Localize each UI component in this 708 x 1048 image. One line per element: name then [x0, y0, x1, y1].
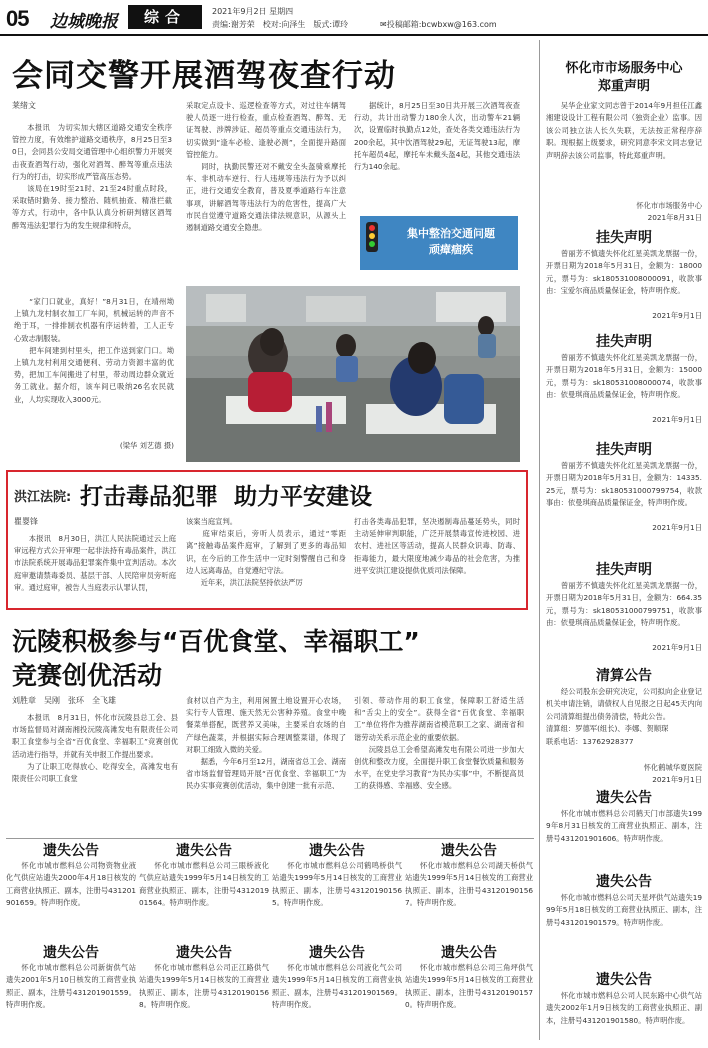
- notice-title: 遗失公告: [441, 945, 497, 961]
- qingsuan-date: 2021年9月1日: [652, 775, 702, 785]
- guashi-body: 曾丽芳不慎遗失怀化红星美凯龙票据一份，开票日期为2018年5月31日，金额为：14335.25元，票号为：sk180531000799754，收款事由：依曼琪商品质量保证金，特声明作废。: [546, 461, 702, 508]
- guashi-title: 挂失声明: [596, 442, 652, 458]
- notice-title: 遗失公告: [441, 843, 497, 859]
- traffic-banner: [360, 216, 518, 270]
- qingsuan-title: 清算公告: [596, 668, 652, 684]
- article2-headline: 打击毒品犯罪 助力平安建设: [80, 484, 373, 510]
- zhongxin-body: 吴华企业家文同志曾于2014年9月担任江鑫湘建设设计工程有限公司（独资企业）监事。因该公司独立法人长久失联，无法按正常程序辞职。现根据上级要求，研究同意李宋文同志登记声明辞去该公司监事，特此郑重声明。: [546, 101, 702, 160]
- right-column: [546, 60, 702, 1044]
- bottom-notices-rule: [6, 838, 534, 839]
- guashi-notice: [546, 228, 702, 322]
- yishi-body: 怀化市城市燃料总公司天星坪供气站遗失1999年5月18日核发的工商营业执照正、副本，注册号431201901579。特声明作废。: [546, 893, 702, 927]
- photo-credit: (梁华 刘艺德 摄): [119, 441, 174, 450]
- bottom-notice: [139, 842, 269, 938]
- notice-title: 遗失公告: [43, 843, 99, 859]
- factory-workers-photo: [186, 286, 520, 462]
- article2-kicker: 洪江法院:: [14, 490, 72, 505]
- article1-col1: 本报讯 为切实加大辖区道路交通安全秩序管控力度，有效维护道路交通秩序，8月25日至30日，会同县公安局交通管理中心组织警力开展突击夜查酒驾行动，强化对酒驾、醉驾等重点违法行为的打击，切实形成严管高压态势。 该局在19时至21时、21至24时重点时段，采取错时勤务、接力整治、随机抽查、精准拦截等方式，行动中，各中队认真分析研判辖区酒驾醉驾违法犯罪行为的发生规律和特点，: [12, 123, 172, 230]
- yishi-notice: [546, 872, 702, 942]
- guashi-notice: [546, 440, 702, 534]
- yishi-title: 遗失公告: [596, 972, 652, 988]
- notice-title: 遗失公告: [176, 843, 232, 859]
- qingsuan-notice: [546, 666, 702, 787]
- qingsuan-body: 经公司股东会研究决定，公司拟向企业登记机关申请注销，请债权人自见报之日起45天内向公司清算组提出债务清偿，特此公告。 清算组：罗德军(组长)、李娜、贺顺琛 联系电话：13762928377: [546, 687, 702, 746]
- bottom-notice: [6, 944, 136, 1040]
- photo-caption: “家门口就业，真好！”8月31日，在靖州坳上镇九龙村制衣加工厂车间，机械运转的声音不绝于耳，一排排制衣机器有序运转着，工人正专心致志制服装。 把车间建到村里头，把工作送到家门口。坳上镇九龙村利用交通便利、劳动力资源丰富的优势，把加工车间搬进了村里，带动周边群众就近务工就业。据介绍，该车间已吸纳26名农民就业，人均实现收入3000元。: [14, 297, 174, 404]
- article3-byline: 刘胜章 吴刚 张环 全飞雄: [12, 696, 116, 705]
- guashi-notice: [546, 332, 702, 426]
- page-number: 05: [6, 6, 29, 31]
- bottom-notices: [6, 842, 534, 1042]
- section-label: 综合: [128, 5, 202, 29]
- article3-col2: 食材以自产为主，利用闲置土地设置开心农场，实行专人管理、施天然无公害种养殖。食堂中晚餐菜单搭配，既营养又美味，主要采自农场的自产绿色蔬菜，并根据实际合理调整菜谱，体现了对职工细致入微的关爱。 据悉，今年6月至12月，湖南省总工会、湖南省市场监督管理局开展“百优食堂、幸福职工”为民办实事竞赛创优活动，集中创建一批有示范、: [186, 696, 346, 791]
- notice-title: 遗失公告: [309, 843, 365, 859]
- bottom-notice: [272, 842, 402, 938]
- bottom-notice: [6, 842, 136, 938]
- guashi-body: 曾丽芳不慎遗失怀化红星美凯龙票据一份，开票日期为2018年5月31日，金额为：15000元，票号为：sk180531008000074，收款事由：依曼琪商品质量保证金，特声明作废。: [546, 353, 702, 400]
- article1-headline: 会同交警开展酒驾夜查行动: [12, 58, 396, 94]
- zhongxin-sign: 怀化市市场服务中心: [636, 201, 702, 210]
- article2-byline: 瞿婴锋: [14, 517, 38, 526]
- notice-title: 遗失公告: [43, 945, 99, 961]
- notice-body: 怀化市城市燃料总公司三角坪供气站遗失1999年5月14日核发的工商营业执照正、副本，注册号431201901570。特声明作废。: [405, 963, 533, 1009]
- yishi-title: 遗失公告: [596, 874, 652, 890]
- notice-body: 怀化市城市燃料总公司鹤鸣桥供气站遗失1999年5月14日核发的工商营业执照正、副本，注册号431201901565。特声明作废。: [272, 861, 402, 907]
- bottom-notice: [139, 944, 269, 1040]
- guashi-title: 挂失声明: [596, 562, 652, 578]
- guashi-body: 曾丽芳不慎遗失怀化红星美凯龙票据一份，开票日期为2018年5月31日，金额为：18000元，票号为：sk180531008000091，收款事由：宝爱尔商品质量保证金，特声明作废。: [546, 249, 702, 296]
- guashi-date: 2021年9月1日: [652, 523, 702, 532]
- notice-body: 怀化市城市燃料总公司物资物业液化气供应站遗失2000年4月18日核发的工商营业执照正、副本，注册号431201901659。特声明作废。: [6, 861, 136, 907]
- main-right-divider: [539, 40, 540, 1040]
- guashi-body: 曾丽芳不慎遗失怀化红星美凯龙票据一份，开票日期为2018年5月31日，金额为：664.35元，票号为：sk180531000799751，收款事由：依曼琪商品质量保证金，特声明作废。: [546, 581, 702, 628]
- zhongxin-title2: 郑重声明: [597, 79, 650, 94]
- article1-byline: 莱绪文: [12, 101, 36, 110]
- traffic-light-icon: [366, 222, 378, 252]
- article1-col2: 采取定点设卡、巡逻检查等方式，对过往车辆驾驶人员逐一进行检查，重点检查酒驾、醉驾、无证驾驶、涉牌涉证、超员等重点交通违法行为，切实做到“逢车必检、逢驶必测”，全面提升路面管控能力。 同时，执勤民警还对不戴安全头盔骑乘摩托车、非机动车逆行、行人违规等违法行为予以纠正，进行交通安全教育，普及夏季道路行车注意事项，讲解酒驾等违法行为的危害性，提高广大市民自觉遵守道路交通法律法规意识，从源头上遏制道路交通安全隐患。: [186, 101, 346, 233]
- article2-col3: 打击各类毒品犯罪，坚决遏制毒品蔓延势头，同时主动延伸审判职能，广泛开展禁毒宣传进校园、进农村、进社区等活动，提高人民群众识毒、防毒、拒毒能力，最大限度地减少毒品的社会危害，为推进平安洪江建设提供优质司法保障。: [354, 517, 520, 575]
- guashi-date: 2021年9月1日: [652, 311, 702, 320]
- header-editors: 责编:谢芳荣 校对:向泽生 版式:谭玲: [212, 20, 349, 29]
- article1-col3: 据统计，8月25日至30日共开展三次酒驾夜查行动，共计出动警力180余人次，出动警车21辆次，设置临时执勤点12处，查处各类交通违法行为200余起，其中饮酒驾驶29起，无证驾驶13起，摩托车超员4起，摩托车未戴头盔4起，其他交通违法行为140余起。: [354, 101, 520, 172]
- guashi-title: 挂失声明: [596, 230, 652, 246]
- notice-body: 怀化市城市燃料总公司正江路供气站遗失1999年5月14日核发的工商营业执照正、副本，注册号431201901568。特声明作废。: [139, 963, 269, 1009]
- bottom-notice: [272, 944, 402, 1040]
- notice-body: 怀化市城市燃料总公司液化气公司遗失1999年5月14日核发的工商营业执照正、副本，注册号431201901569。特声明作废。: [272, 963, 402, 1009]
- yishi-notice: [546, 970, 702, 1040]
- article2-col1: 本报讯 8月30日，洪江人民法院通过云上庭审远程方式公开审理一起非法持有毒品案件，洪江市法院系统开展毒品犯罪案件集中宣判活动。本次庭审邀请禁毒委员、基层干部、人民陪审员旁听庭审。通过庭审，被告人当庭表示认罪认罚，: [14, 534, 176, 592]
- article3-col3: 引领、带动作用的职工食堂，保障职工舒适生活和“舌尖上的安全”。获得全省“百优食堂、幸福职工”单位将作为推荐湖南省模范职工之家、湖南省和谐劳动关系示范企业的重要依据。 沅陵县总工会希望高滩发电有限公司进一步加大创优和整改力度，全面提升职工食堂餐饮质量和服务水平，在党史学习教育“为民办实事”中，不断提高员工的获得感、幸福感、安全感。: [354, 696, 524, 791]
- article3-col1: 本报讯 8月31日，怀化市沅陵县总工会、县市场监督局对湖南湘投沅陵高滩发电有限责任公司职工食堂参与全省“百优食堂、幸福职工”竞赛创优活动进行指导，并就有关申报工作提出要求。 为了让职工吃得放心、吃得安全，高滩发电有限责任公司职工食堂: [12, 713, 178, 784]
- yishi-body: 怀化市城市燃料总公司鹤天门市部遗失1999年8月31日核发的工商营业执照正、副本，注册号431201901606。特声明作废。: [546, 809, 702, 843]
- yishi-notice: [546, 788, 702, 858]
- guashi-date: 2021年9月1日: [652, 415, 702, 424]
- qingsuan-sign: 怀化鹤城华夏医院: [643, 763, 702, 772]
- paper-name-logo: 边城晚报: [50, 12, 118, 32]
- header-rule: [0, 34, 708, 36]
- zhongxin-title1: 怀化市市场服务中心: [565, 61, 683, 76]
- notice-body: 怀化市城市燃料总公司新街供气站遗失2001年5月10日核发的工商营业执照正、副本，注册号431201901559。特声明作废。: [6, 963, 136, 1009]
- zhongxin-date: 2021年8月31日: [647, 213, 702, 223]
- article3-headline-line1: 沅陵积极参与“百优食堂、幸福职工”: [12, 627, 420, 656]
- traffic-banner-text: 集中整治交通问题 顽瘴痼疾: [407, 227, 495, 256]
- header-email: ✉投稿邮箱:bcwbxw@163.com: [380, 20, 497, 29]
- notice-title: 遗失公告: [309, 945, 365, 961]
- bottom-notice: [405, 842, 533, 938]
- yishi-body: 怀化市城市燃料总公司人民东路中心供气站遗失2002年1月9日核发的工商营业执照正、副本，注册号431201901580。特声明作废。: [546, 991, 702, 1025]
- yishi-title: 遗失公告: [596, 790, 652, 806]
- header-date: 2021年9月2日 星期四: [212, 7, 294, 16]
- bottom-notice: [405, 944, 533, 1040]
- guashi-notice: [546, 560, 702, 654]
- notice-body: 怀化市城市燃料总公司湖天桥供气站遗失1999年5月14日核发的工商营业执照正、副本，注册号431201901567。特声明作废。: [405, 861, 533, 907]
- article3-headline-line2: 竞赛创优活动: [12, 661, 163, 690]
- guashi-date: 2021年9月1日: [652, 643, 702, 652]
- notice-body: 怀化市城市燃料总公司三眼桥液化气供应站遗失1999年5月14日核发的工商营业执照正、副本，注册号431201901564。特声明作废。: [139, 861, 269, 907]
- article2-col2: 该案当庭宣判。 庭审结束后，旁听人员表示，通过“零距离”接触毒品案件庭审，了解到了更多的毒品知识，在今后的工作生活中一定时刻警醒自己和身边人远离毒品，自觉遵纪守法。 近年来，洪江法院坚持依法严厉: [186, 517, 346, 588]
- guashi-title: 挂失声明: [596, 334, 652, 350]
- notice-title: 遗失公告: [176, 945, 232, 961]
